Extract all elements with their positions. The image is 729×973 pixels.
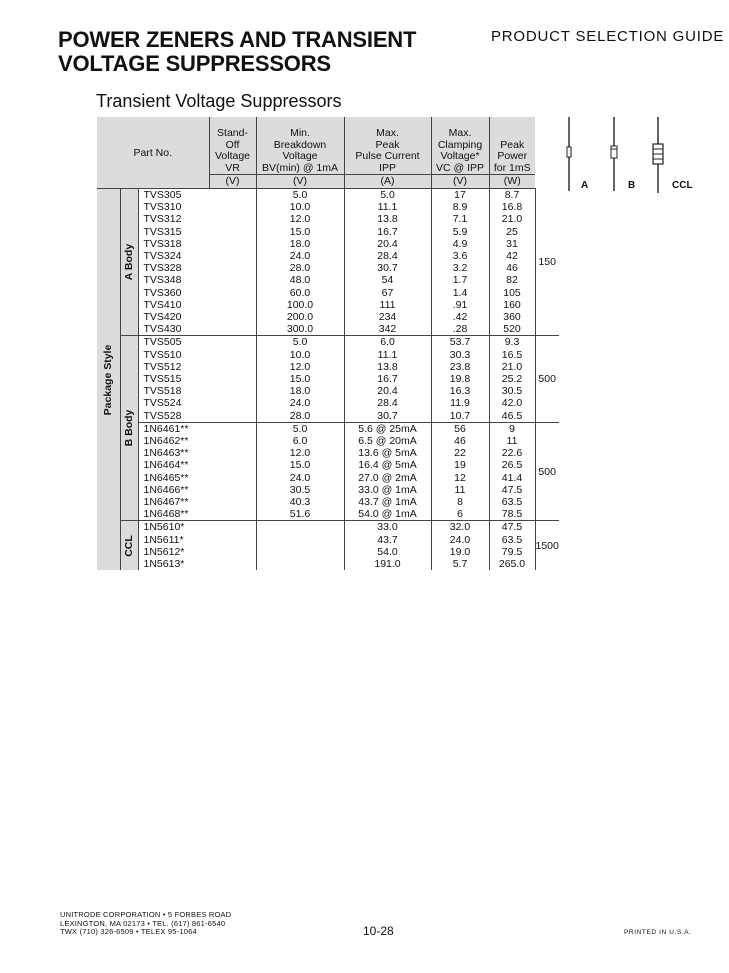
value-cell: 12.0 [256,361,344,373]
part-number: TVS524 [138,397,256,409]
guide-heading: PRODUCT SELECTION GUIDE [491,28,725,45]
package-ccl-drawing [648,117,668,197]
part-number: TVS315 [138,226,256,238]
value-cell: 5.0 [344,189,431,202]
value-cell [256,558,344,570]
value-cell: 13.8 [344,361,431,373]
value-cell: 20.4 [344,238,431,250]
value-cell [256,546,344,558]
value-cell: 7.1 [431,213,489,225]
value-cell: 30.5 [489,385,535,397]
value-cell: 28.4 [344,250,431,262]
value-cell: 520 [489,323,535,336]
table-row [97,226,559,238]
package-a-label: A [581,180,589,191]
value-cell: 79.5 [489,546,535,558]
value-cell: 8.7 [489,189,535,202]
part-number: 1N5610* [138,521,256,534]
column-header: Max. Clamping Voltage* VC @ IPP [431,117,489,175]
part-number: TVS512 [138,361,256,373]
value-cell: 21.0 [489,213,535,225]
table-row [97,459,559,471]
table-row [97,213,559,225]
table-row [97,410,559,423]
value-cell: 5.9 [431,226,489,238]
value-cell: .91 [431,299,489,311]
group-label-cell [120,189,138,336]
table-row [97,435,559,447]
value-cell: 42 [489,250,535,262]
value-cell: 16.8 [489,201,535,213]
part-number: 1N5613* [138,558,256,570]
table-row [97,546,559,558]
value-cell: 67 [344,287,431,299]
value-cell: 3.6 [431,250,489,262]
value-cell: 6 [431,508,489,521]
part-number: 1N6464** [138,459,256,471]
value-cell: 46 [431,435,489,447]
value-cell: 6.5 @ 20mA [344,435,431,447]
value-cell: 18.0 [256,385,344,397]
value-cell: 26.5 [489,459,535,471]
value-cell: 54.0 @ 1mA [344,508,431,521]
value-cell: 78.5 [489,508,535,521]
part-number: TVS310 [138,201,256,213]
part-number: TVS318 [138,238,256,250]
address-line-1: UNITRODE CORPORATION • 5 FORBES ROAD [60,910,232,919]
part-number: TVS510 [138,349,256,361]
part-number: TVS360 [138,287,256,299]
table-row [97,238,559,250]
table-row [97,311,559,323]
package-ccl-label: CCL [672,180,693,191]
value-cell: 41.4 [489,472,535,484]
peak-power: 150 [535,189,559,336]
value-cell: 46 [489,262,535,274]
value-cell: 40.3 [256,496,344,508]
table-row [97,508,559,521]
part-number: TVS528 [138,410,256,423]
value-cell: 18.0 [256,238,344,250]
value-cell: 43.7 [344,534,431,546]
value-cell: 5.6 @ 25mA [344,422,431,435]
value-cell: 28.4 [344,397,431,409]
value-cell: 21.0 [489,361,535,373]
value-cell: 28.0 [256,410,344,423]
value-cell: 15.0 [256,373,344,385]
column-header: Stand- Off Voltage VR [209,117,256,175]
value-cell: 82 [489,274,535,286]
body-label: B Body [123,410,135,447]
title-line-1: POWER ZENERS AND TRANSIENT [58,27,417,52]
value-cell: 12.0 [256,447,344,459]
address-line-3: TWX (710) 326-6509 • TELEX 95-1064 [60,927,197,936]
column-unit: (V) [256,175,344,189]
value-cell: 30.7 [344,410,431,423]
value-cell: 16.7 [344,373,431,385]
page-number: 10-28 [363,924,394,938]
package-b-label: B [628,180,636,191]
value-cell: 15.0 [256,226,344,238]
peak-power: 1500 [535,539,559,552]
table-row [97,472,559,484]
value-cell: 5.7 [431,558,489,570]
value-cell: 19.0 [431,546,489,558]
column-unit: (V) [209,175,256,189]
printed-in-usa: PRINTED IN U.S.A. [624,929,692,936]
value-cell: 47.5 [489,521,535,534]
value-cell: 16.7 [344,226,431,238]
value-cell: 8 [431,496,489,508]
value-cell: 1.4 [431,287,489,299]
value-cell: 6.0 [344,336,431,349]
value-cell: 10.0 [256,201,344,213]
value-cell: 16.4 @ 5mA [344,459,431,471]
group-label-cell [120,336,138,521]
column-unit: (V) [431,175,489,189]
value-cell [256,534,344,546]
column-header: Max. Peak Pulse Current IPP [344,117,431,175]
value-cell: 200.0 [256,311,344,323]
value-cell: 63.5 [489,496,535,508]
part-number: TVS324 [138,250,256,262]
tvs-selection-table [97,117,559,570]
part-number: 1N6463** [138,447,256,459]
value-cell: 12 [431,472,489,484]
value-cell: 9 [489,422,535,435]
value-cell: 105 [489,287,535,299]
value-cell: 25.2 [489,373,535,385]
value-cell: 30.3 [431,349,489,361]
value-cell: 48.0 [256,274,344,286]
value-cell: .42 [431,311,489,323]
value-cell: 46.5 [489,410,535,423]
table-row [97,521,559,534]
table-row [97,299,559,311]
package-style-column [97,189,120,571]
value-cell: 11 [489,435,535,447]
value-cell: 15.0 [256,459,344,471]
value-cell: 63.5 [489,534,535,546]
company-address [60,911,231,937]
value-cell: 191.0 [344,558,431,570]
part-number: TVS505 [138,336,256,349]
value-cell: 24.0 [431,534,489,546]
value-cell: 53.7 [431,336,489,349]
part-number: 1N6465** [138,472,256,484]
value-cell: 17 [431,189,489,202]
part-number: TVS305 [138,189,256,202]
part-number: 1N6461** [138,422,256,435]
value-cell: 11.1 [344,201,431,213]
table-row [97,201,559,213]
value-cell: 32.0 [431,521,489,534]
section-subtitle: Transient Voltage Suppressors [96,91,342,111]
value-cell: 5.0 [256,336,344,349]
value-cell: 42.0 [489,397,535,409]
value-cell: 6.0 [256,435,344,447]
table-row [97,189,559,202]
column-unit: (A) [344,175,431,189]
value-cell: 9.3 [489,336,535,349]
value-cell: 16.5 [489,349,535,361]
value-cell: 3.2 [431,262,489,274]
value-cell: 13.6 @ 5mA [344,447,431,459]
value-cell: 20.4 [344,385,431,397]
part-number: TVS518 [138,385,256,397]
value-cell: 23.8 [431,361,489,373]
column-header: Peak Power for 1mS [489,117,535,175]
value-cell: 100.0 [256,299,344,311]
part-number: TVS410 [138,299,256,311]
table-row [97,397,559,409]
part-number: 1N5612* [138,546,256,558]
table-row [97,336,559,349]
value-cell: 43.7 @ 1mA [344,496,431,508]
value-cell: 19 [431,459,489,471]
part-number: TVS515 [138,373,256,385]
value-cell: 10.7 [431,410,489,423]
table-row [97,558,559,570]
table-row [97,484,559,496]
value-cell: 25 [489,226,535,238]
peak-power: 500 [535,336,559,422]
table-row [97,262,559,274]
value-cell: 30.7 [344,262,431,274]
value-cell: 1.7 [431,274,489,286]
part-number: TVS420 [138,311,256,323]
value-cell: 342 [344,323,431,336]
table-row [97,496,559,508]
value-cell: 11.9 [431,397,489,409]
column-header: Min. Breakdown Voltage BV(min) @ 1mA [256,117,344,175]
value-cell: 22.6 [489,447,535,459]
table-row [97,385,559,397]
value-cell: 10.0 [256,349,344,361]
package-a-drawing [560,117,580,197]
table-row [97,287,559,299]
value-cell: 300.0 [256,323,344,336]
table-row [97,323,559,336]
value-cell: 33.0 [344,521,431,534]
value-cell: 24.0 [256,472,344,484]
value-cell: 265.0 [489,558,535,570]
value-cell: 24.0 [256,397,344,409]
part-number: 1N6468** [138,508,256,521]
part-number: TVS348 [138,274,256,286]
part-number: 1N6467** [138,496,256,508]
body-label: A Body [123,244,135,281]
value-cell: .28 [431,323,489,336]
value-cell: 51.6 [256,508,344,521]
value-cell: 24.0 [256,250,344,262]
value-cell: 11.1 [344,349,431,361]
value-cell: 31 [489,238,535,250]
value-cell: 33.0 @ 1mA [344,484,431,496]
column-unit: (W) [489,175,535,189]
part-number: TVS312 [138,213,256,225]
value-cell: 111 [344,299,431,311]
value-cell: 47.5 [489,484,535,496]
value-cell: 30.5 [256,484,344,496]
value-cell: 8.9 [431,201,489,213]
table-row [97,349,559,361]
value-cell: 60.0 [256,287,344,299]
value-cell: 160 [489,299,535,311]
part-number: 1N5611* [138,534,256,546]
table-row [97,361,559,373]
column-header: Part No. [97,117,209,189]
value-cell: 11 [431,484,489,496]
part-number: TVS328 [138,262,256,274]
value-cell: 27.0 @ 2mA [344,472,431,484]
value-cell: 360 [489,311,535,323]
value-cell: 5.0 [256,422,344,435]
value-cell: 22 [431,447,489,459]
value-cell: 234 [344,311,431,323]
part-number: 1N6462** [138,435,256,447]
value-cell [256,521,344,534]
address-line-2: LEXINGTON, MA 02173 • TEL. (617) 861-6540 [60,918,226,928]
package-b-drawing [604,117,624,197]
body-label: CCL [123,535,135,557]
value-cell: 13.8 [344,213,431,225]
value-cell: 54 [344,274,431,286]
value-cell: 12.0 [256,213,344,225]
part-number: 1N6466** [138,484,256,496]
value-cell: 5.0 [256,189,344,202]
value-cell: 19.8 [431,373,489,385]
group-label-cell [120,521,138,570]
package-style-label: Package Style [102,344,115,415]
peak-power: 500 [535,422,559,521]
table-row [97,373,559,385]
title-line-2: VOLTAGE SUPPRESSORS [58,51,331,76]
table-row [97,422,559,435]
part-number: TVS430 [138,323,256,336]
page-title [58,28,416,76]
table-row [97,447,559,459]
table-row [97,250,559,262]
value-cell: 54.0 [344,546,431,558]
value-cell: 4.9 [431,238,489,250]
table-row [97,274,559,286]
value-cell: 56 [431,422,489,435]
value-cell: 16.3 [431,385,489,397]
value-cell: 28.0 [256,262,344,274]
table-row [97,534,559,546]
